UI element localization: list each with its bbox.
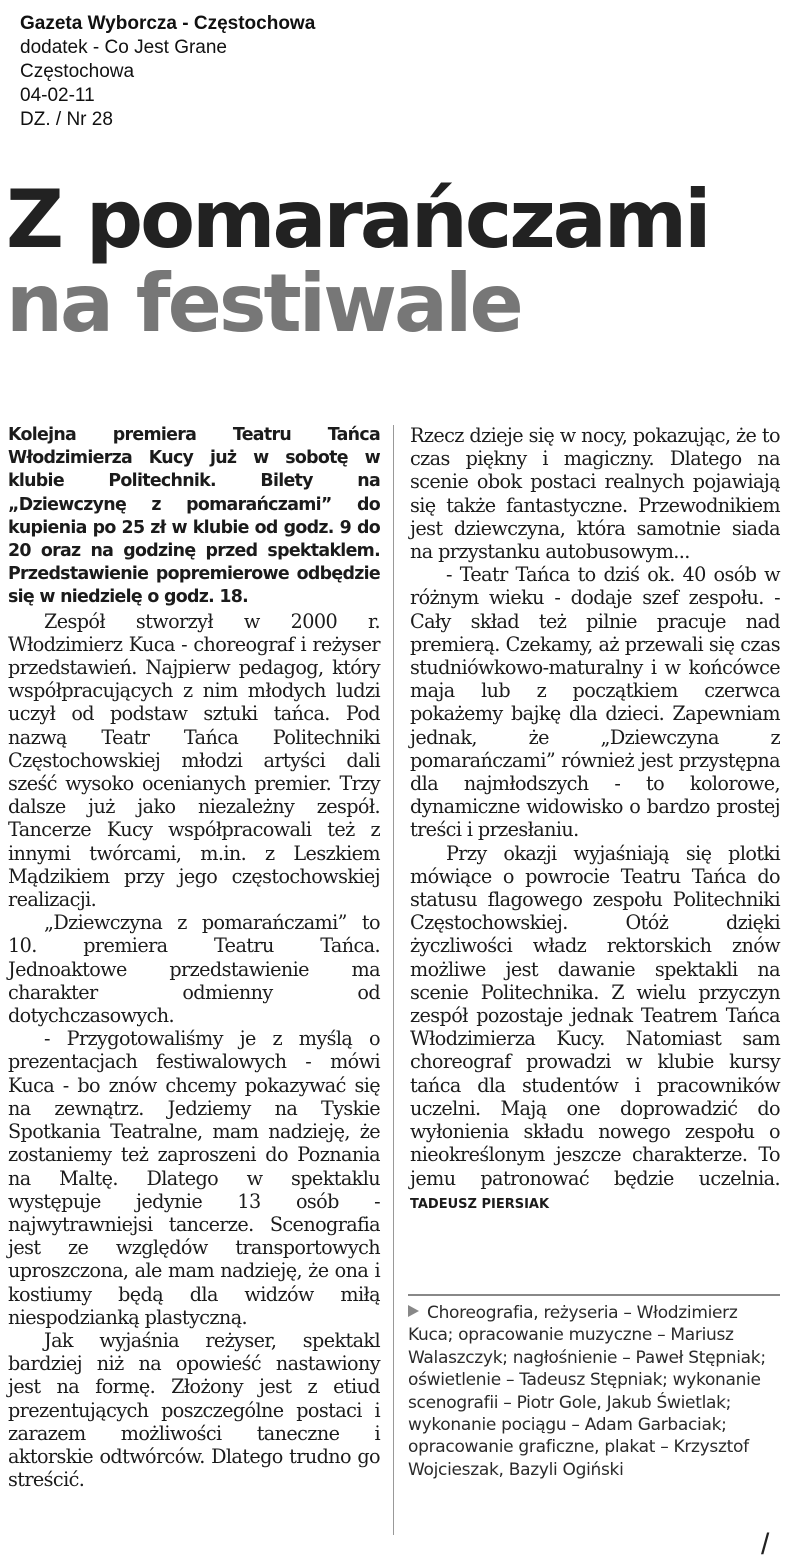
article-paragraph: - Przygotowaliśmy je z myślą o prezentacjach festiwalowych - mówi Kuca - bo znów chcemy pokazywać się na zewnątrz. Jedziemy na Tyskie Spotkania Teatralne, mam nadzieję, że zostaniemy też zaproszeni do Poznania na Maltę. Dlatego w spektaklu występuje jedynie 13 osób - najwytrawniejsi tancerze. Scenografia jest ze względów transportowych uproszczona, ale mam nadzieję, że ona i kostiumy będą dla widzów miłą niespodzianką plastyczną.	[8, 1027, 380, 1329]
article-paragraph: Zespół stworzył w 2000 r. Włodzimierz Kuca - choreograf i reżyser przedstawień. Najpierw pedagog, który współpracujących z nim młodych ludzi uczył od podstaw sztuki tańca. Pod nazwą Teatr Tańca Politechniki Częstochowskiej młodzi artyści dali sześć wysoko ocenianych premier. Trzy dalsze już jako niezależny zespół. Tancerze Kucy współpracowali też z innymi twórcami, m.in. z Leszkiem Mądzikiem przy jego częstochowskiej realizacji.	[8, 609, 380, 912]
column-divider	[393, 425, 394, 1535]
publication-name: Gazeta Wyborcza - Częstochowa	[20, 13, 316, 34]
article-paragraph: - Teatr Tańca to dziś ok. 40 osób w różnym wieku - dodaje szef zespołu. - Cały skład też pilnie pracuje nad premierą. Czekamy, aż przewali się czas studniówkowo-maturalny i w końcówce maja lub z początkiem czerwca pokażemy bajkę dla dzieci. Zapewniam jednak, że „Dziewczyna z pomarańczami” również jest przystępna dla najmłodszych - to kolorowe, dynamiczne widowisko o bardzo prostej treści i przesłaniu.	[410, 563, 780, 842]
headline-line-1: Z pomarańczami	[6, 173, 709, 266]
article-column-right	[410, 424, 780, 1216]
supplement-name: dodatek - Co Jest Grane	[20, 37, 227, 58]
article-paragraph: Jak wyjaśnia reżyser, spektakl bardziej niż na opowieść nastawiony jest na formę. Złożony jest z etiud prezentujących poszczególne postaci i zarazem możliwości taneczne i aktorskie odtwórców. Dlatego trudno go streścić.	[8, 1328, 380, 1492]
issue-number: DZ. / Nr 28	[20, 109, 113, 130]
credits-text: Choreografia, reżyseria – Włodzimierz Kuca; opracowanie muzyczne – Mariusz Walaszczyk; nagłośnienie – Paweł Stępniak; oświetlenie – Tadeusz Stępniak; wykonanie scenografii – Piotr Gole, Jakub Świetlak; wykonanie pociągu – Adam Garbaciak; opracowanie graficzne, plakat – Krzysztof Wojcieszak, Bazyli Ogiński	[408, 1303, 766, 1480]
source-metadata	[20, 12, 315, 132]
city: Częstochowa	[20, 61, 135, 82]
chevron-right-icon	[408, 1305, 419, 1317]
article-column-left	[8, 424, 380, 1491]
credits-box	[408, 1294, 780, 1481]
article-paragraph: „Dziewczyna z pomarańczami” to 10. premiera Teatru Tańca. Jednoaktowe przedstawienie ma charakter odmienny od dotychczasowych.	[8, 911, 380, 1028]
article-paragraph-text: Przy okazji wyjaśniają się plotki mówiące o powrocie Teatru Tańca do statusu flagowego zespołu Politechniki Częstochowskiej. Otóż dzięki życzliwości władz rektorskich znów możliwe jest dawanie spektakli na scenie Politechnika. Z wielu przyczyn zespół pozostaje jednak Teatrem Tańca Włodzimierza Kucy. Natomiast sam choreograf prowadzi w klubie kursy tańca dla studentów i pracowników uczelni. Mają one doprowadzić do wyłonienia składu nowego zespołu o nieokreślonym jeszcze charakterze. To jemu patronować będzie uczelnia.	[410, 841, 780, 1190]
article-paragraph	[410, 842, 780, 1216]
author-byline: TADEUSZ PIERSIAK	[410, 1196, 550, 1212]
headline	[6, 173, 709, 350]
end-mark: /	[761, 1528, 770, 1561]
publication-date: 04-02-11	[20, 85, 95, 106]
headline-line-2: na festiwale	[6, 257, 521, 350]
article-paragraph: Rzecz dzieje się w nocy, pokazując, że to czas piękny i magiczny. Dlatego na scenie obok postaci realnych pojawiają się także fantastyczne. Przewodnikiem jest dziewczyna, która samotnie siada na przystanku autobusowym...	[410, 424, 780, 564]
article-lead: Kolejna premiera Teatru Tańca Włodzimierza Kucy już w sobotę w klubie Politechnik. Bilety na „Dziewczynę z pomarańczami” do kupienia po 25 zł w klubie od godz. 9 do 20 oraz na godzinę przed spektaklem. Przedstawienie popremierowe odbędzie się w niedzielę o godz. 18.	[8, 425, 380, 608]
